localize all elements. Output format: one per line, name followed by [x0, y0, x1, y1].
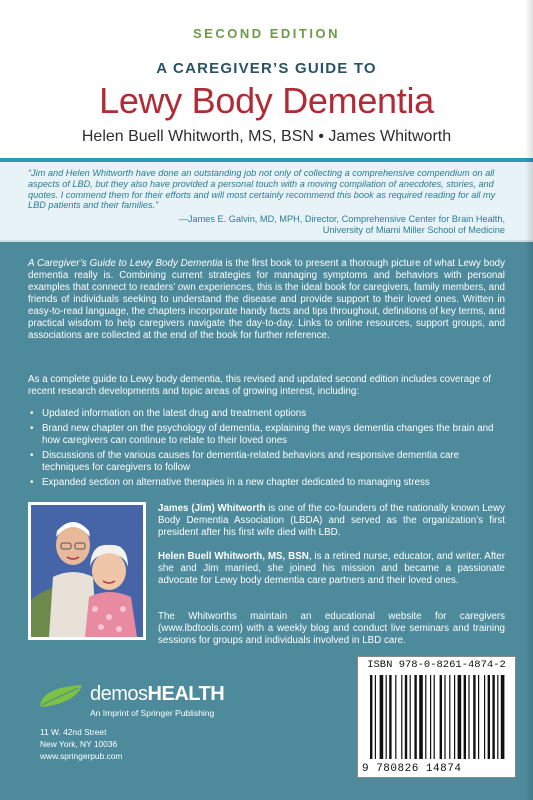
authors-portrait-illustration — [31, 505, 143, 637]
barcode-bar — [405, 675, 407, 759]
attribution-line-1: —James E. Galvin, MD, MPH, Director, Comprehensive Center for Brain Health, — [178, 214, 505, 224]
barcode-bar — [468, 675, 469, 759]
barcode-bar — [370, 675, 372, 759]
list-item: • Discussions of the various causes for dementia-related behaviors and responsive dementia care techniques for caregivers to follow — [30, 450, 460, 473]
description-book-title: A Caregiver’s Guide to Lewy Body Dementia — [28, 258, 223, 269]
barcode-digits: 9 780826 14874 — [362, 763, 462, 775]
book-title: Lewy Body Dementia — [99, 80, 434, 121]
bio-website: The Whitworths maintain an educational website for caregivers (www.lbdtools.com) with a weekly blog and conduct live seminars and training sessions for groups and individuals involved in LBD care. — [158, 611, 505, 646]
barcode-bar — [434, 675, 435, 759]
author-photo — [28, 502, 146, 640]
barcode-bar — [375, 675, 376, 759]
attribution-line-2: University of Miami Miller School of Medicine — [322, 224, 505, 235]
publisher-imprint: An Imprint of Springer Publishing — [90, 708, 215, 718]
feature-list — [28, 408, 505, 492]
barcode-icon — [358, 657, 515, 777]
description-paragraph — [28, 258, 505, 342]
barcode-bar — [484, 675, 485, 759]
barcode-bar — [458, 675, 462, 759]
endorsement-quote: “Jim and Helen Whitworth have done an outstanding job not only of collecting a comprehensive compendium on all aspects of LBD, but they also have provided a personal touch with a moving compilation of anecdotes, stories, and quotes. I commend them for their efforts and will most certainly recommend this book as required reading for all my LBD patients and their families.” — [28, 168, 496, 211]
edition-label: SECOND EDITION — [193, 26, 340, 41]
barcode-bar — [488, 675, 490, 759]
isbn-barcode — [357, 656, 516, 778]
barcode-bar — [395, 675, 396, 759]
barcode-bar — [380, 675, 384, 759]
barcode-bar — [449, 675, 450, 759]
isbn-number: ISBN 978-0-8261-4874-2 — [367, 659, 506, 671]
barcode-bar — [425, 675, 426, 759]
barcode-bar — [386, 675, 387, 759]
publisher-logo — [38, 681, 238, 721]
list-item: • Expanded section on alternative therapies in a new chapter dedicated to managing stress — [30, 477, 430, 488]
bio-jim: James (Jim) Whitworth is one of the co-founders of the nationally known Lewy Body Dementia Association (LBDA) and served as the organization’s first president after his first wife died with LBD. — [158, 503, 505, 538]
list-item: • Updated information on the latest drug and treatment options — [30, 408, 307, 419]
spine-shadow — [525, 0, 533, 800]
barcode-bar — [430, 675, 431, 759]
list-item: • Brand new chapter on the psychology of dementia, explaining the ways dementia changes the brain and how caregivers can continue to relate to their loved ones — [30, 423, 494, 446]
publisher-website: www.springerpub.com — [40, 751, 123, 761]
barcode-bar — [497, 675, 498, 759]
title-header — [0, 0, 533, 158]
bio-helen: Helen Buell Whitworth, MS, BSN, is a retired nurse, educator, and writer. After she and Jim married, she joined his mission and became a passionate advocate for Lewy body dementia care partners and their loved ones. — [158, 551, 505, 586]
publisher-brand: demosHEALTH — [90, 683, 225, 705]
description-text: is the first book to present a thorough picture of what Lewy body dementia really is. Combining current strategies for managing symptoms and behaviors with personal examples that connect to readers’ own experiences, this is the ideal book for caregivers, family members, and friends of individuals seeking to understand the disease and provide support to their loved ones. Written in easy-to-read language, the chapters incorporate handy facts and tips throughout, definitions of key terms, and practical wisdom to help caregivers navigate the day-to-day. Links to online resources, support groups, and associations are collected at the end of the book for further reference. — [28, 258, 505, 341]
barcode-bar — [389, 675, 391, 759]
barcode-bar — [401, 675, 402, 759]
barcode-bar — [501, 675, 505, 759]
pre-title: A CAREGIVER’S GUIDE TO — [156, 60, 377, 77]
leaf-icon — [38, 683, 86, 709]
bio-helen-name: Helen Buell Whitworth, MS, BSN — [158, 551, 309, 562]
barcode-bar — [444, 675, 445, 759]
author-line: Helen Buell Whitworth, MS, BSN • James Whitworth — [81, 128, 452, 145]
publisher-address: 11 W. 42nd Street New York, NY 10036 www.springerpub.com — [40, 727, 123, 761]
barcode-bar — [414, 675, 416, 759]
barcode-bar — [478, 675, 479, 759]
barcode-bar — [464, 675, 466, 759]
bio-jim-name: James (Jim) Whitworth — [158, 503, 266, 514]
endorsement-attribution — [45, 214, 505, 236]
barcode-bar — [473, 675, 475, 759]
barcode-bar — [492, 675, 494, 759]
endorsement-band — [0, 158, 533, 242]
barcode-bar — [419, 675, 423, 759]
bullet-icon: • — [30, 450, 34, 461]
barcode-bar — [410, 675, 411, 759]
barcode-bar — [454, 675, 455, 759]
bullet-icon: • — [30, 408, 34, 419]
barcode-bar — [440, 675, 442, 759]
bullet-icon: • — [30, 423, 34, 434]
edition-summary: As a complete guide to Lewy body dementia, this revised and updated second edition includes coverage of recent research developments and topic areas of growing interest, including: — [28, 374, 491, 397]
bullet-icon: • — [30, 477, 34, 488]
